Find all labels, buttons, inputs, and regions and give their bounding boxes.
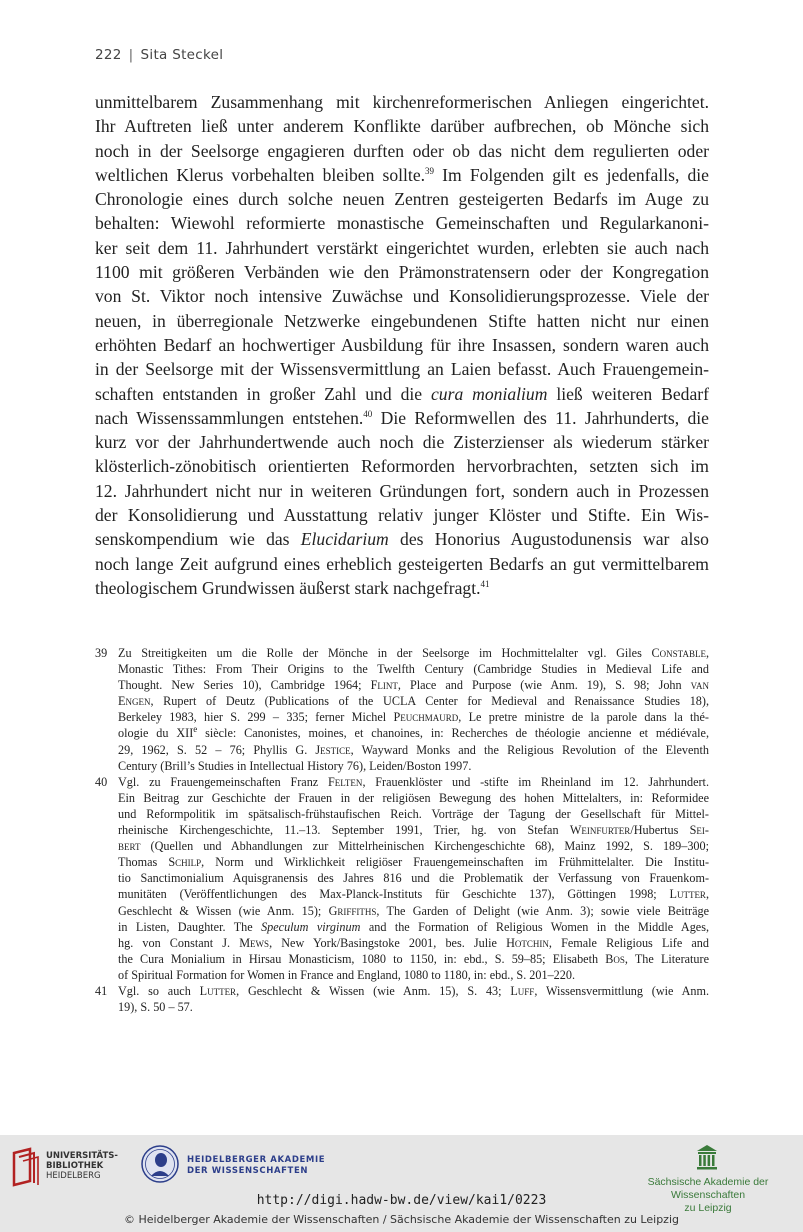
text-line: klösterlich-zönobitisch orientierten Reformorden hervorbrachten, setzten sich im bbox=[95, 456, 709, 477]
hadw-name: HEIDELBERGER AKADEMIE DER WISSENSCHAFTEN bbox=[187, 1155, 326, 1176]
text-line: Ihr Auftreten ließ unter anderem Konflikte darüber aufbrechen, ob Mönche sich bbox=[95, 116, 709, 137]
ub-name: UNIVERSITÄTS- BIBLIOTHEK HEIDELBERG bbox=[46, 1151, 118, 1181]
footnote-ref-40[interactable]: 40 bbox=[363, 409, 373, 419]
footnote-number: 39 bbox=[95, 646, 108, 660]
text-line: kurz vor der Jahrhundertwende auch noch die Zisterzienser als wiederum stärker bbox=[95, 432, 709, 453]
text-line: unmittelbarem Zusammenhang mit kirchenreformerischen Anliegen eingerichtet. bbox=[95, 92, 709, 112]
text-line: neuen, in überregionale Netzwerke eingebundenen Stifte hatten nicht nur einen bbox=[95, 310, 709, 331]
hadw-seal-icon bbox=[140, 1140, 180, 1188]
footnote-ref-39[interactable]: 39 bbox=[425, 166, 435, 177]
footnotes bbox=[95, 645, 709, 1015]
saw-name: Sächsische Akademie der Wissenschaften zu Leipzig bbox=[647, 1176, 769, 1214]
hadw-logo[interactable] bbox=[140, 1140, 360, 1195]
page-number: 222 bbox=[95, 47, 122, 63]
digitization-footer bbox=[0, 1135, 803, 1232]
ub-heidelberg-logo[interactable] bbox=[10, 1145, 125, 1195]
emphasis-cura-monialium: cura monialium bbox=[431, 383, 548, 404]
footnote-number: 41 bbox=[95, 983, 108, 998]
author-name: Sita Steckel bbox=[140, 47, 224, 63]
footnote-40: 40 Vgl. zu Frauengemeinschaften Franz Felten, Frauenklöster und -stifte im Rheinland im 12. Jahrhundert. Ein Beitrag zur Geschichte der Frauen in der religiösen Bewegung des hohen Mittelalters, in: Reformidee und Reformpolitik im spätsalisch-frühstaufischen Reich. Vorträge der Tagung der Gesellschaft für Mittel- rheinische Kirchengeschichte, 11.–13. September 1991, Trier, hg. von Stefan Weinfurter/Hubertus Sei- bert (Quellen und Abhandlungen zur Mittelrheinischen Kirchengeschichte 68), Mainz 1992, S. 189–300; Thomas Schilp, Norm und Wirklichkeit religiöser Frauengemeinschaften im Frühmittelalter. Die Institu- tio Sanctimonialium Aquisgranensis des Jahres 816 und die Problematik der Verfassung von Frauenkom- munitäten (Veröffentlichungen des Max-Planck-Instituts für Geschichte 137), Göttingen 1998; Lutter, Geschlecht & Wissen (wie Anm. 15); Griffiths, The Garden of Delight (wie Anm. 3); sowie viele Beiträge in Listen, Daughter. The Speculum virginum and the Formation of Religious Women in the Middle Ages, hg. von Constant J. Mews, New York/Basingstoke 2001, bes. Julie Hotchin, Female Religious Life and the Cura Monialium in Hirsau Monasticism, 1080 to 1150, in: ebd., S. 59–85; Elisabeth Bos, The Literature of Spiritual Formation for Women in France and England, 1080 to 1180, in: ebd., S. 201–220. bbox=[95, 774, 710, 982]
running-head bbox=[95, 47, 223, 63]
saw-building-icon bbox=[696, 1144, 718, 1170]
text-line: senskompendium wie das Elucidarium des Honorius Augustodunensis war also bbox=[95, 529, 709, 550]
text-line: behalten: Wiewohl reformierte monastische Gemeinschaften und Regularkanoni- bbox=[95, 213, 709, 234]
footnote-ref-41[interactable]: 41 bbox=[480, 579, 490, 590]
text-line: schaften entstanden in großer Zahl und die cura monialium ließ weiteren Bedarf bbox=[95, 383, 709, 404]
text-line: Chronologie eines durch solche neuen Zentren gesteigerten Bedarfs im Auge zu bbox=[95, 189, 709, 210]
ub-book-icon bbox=[10, 1147, 40, 1187]
footnote-number: 40 bbox=[95, 774, 108, 789]
footnote-39: 39 Zu Streitigkeiten um die Rolle der Mönche in der Seelsorge im Hochmittelalter vgl. Giles Constable, Monastic Tithes: From Their Origins to the Twelfth Century (Cambridge Studies in Medieval Life and Thought. New Series 10), Cambridge 1964; Flint, Place and Purpose (wie Anm. 19), S. 98; John van Engen, Rupert of Deutz (Publications of the UCLA Center for Medieval and Renaissance Studies 18), Berkeley 1983, hier S. 299 – 335; ferner Michel Peuchmaurd, Le pretre ministre de la parole dans la thé- ologie du XIIe siècle: Canonistes, moines, et chanoines, in: Recherches de théologie ancienne et médiévale, 29, 1962, S. 52 – 76; Phyllis G. Jestice, Wayward Monks and the Religious Revolution of the Eleventh Century (Brill’s Studies in Intellectual History 76), Leiden/Boston 1997. bbox=[95, 646, 709, 773]
text-line: in der Seelsorge mit der Wissensvermittlung an Laien befasst. Auch Frauengemein- bbox=[95, 359, 709, 380]
emphasis-elucidarium: Elucidarium bbox=[300, 529, 389, 550]
text-line: noch lange Zeit aufgrund eines erheblich gesteigerten Bedarfs an gut vermittelbarem bbox=[95, 553, 709, 574]
header-separator: | bbox=[128, 47, 134, 63]
text-line: der Konsolidierung und Ausstattung relativ junger Klöster und Stifte. Ein Wis- bbox=[95, 505, 709, 526]
text-line: ker seit dem 11. Jahrhundert verstärkt eingerichtet wurden, erlebten sie auch nach bbox=[95, 237, 709, 258]
text-line: erhöhten Bedarf an hochwertiger Ausbildung für ihre Insassen, sondern waren auch bbox=[95, 334, 709, 355]
text-line: noch in der Seelsorge engagieren durften oder ob das nicht dem regulierten oder bbox=[95, 140, 709, 161]
copyright-notice: © Heidelberger Akademie der Wissenschaften / Sächsische Akademie der Wissenschaften zu Leipzig bbox=[123, 1213, 679, 1226]
footnote-41: 41 Vgl. so auch Lutter, Geschlecht & Wissen (wie Anm. 15), S. 43; Luff, Wissensvermittlung (wie Anm. 19), S. 50 – 57. bbox=[95, 983, 710, 1015]
text-line: theologischem Grundwissen äußerst stark nachgefragt.$^{41}$ bbox=[95, 577, 490, 598]
main-text bbox=[95, 90, 709, 600]
text-line: 1100 mit größeren Verbänden wie den Prämonstratensern oder der Kongregation bbox=[95, 262, 709, 283]
text-line: weltlichen Klerus vorbehalten bleiben sollte.$^{39}$ Im Folgenden gilt es jedenfalls, die bbox=[95, 164, 709, 185]
source-url-link[interactable]: http://digi.hadw-bw.de/view/kai1/0223 bbox=[256, 1193, 547, 1208]
text-line: von St. Viktor noch intensive Zuwächse und Konsolidierungsprozesse. Viele der bbox=[95, 286, 709, 307]
text-line: nach Wissenssammlungen entstehen.$^{40}$ Die Reformwellen des 11. Jahrhunderts, die bbox=[95, 407, 709, 428]
text-line: 12. Jahrhundert nicht nur in weiteren Gründungen fort, sondern auch in Prozessen bbox=[95, 480, 709, 501]
